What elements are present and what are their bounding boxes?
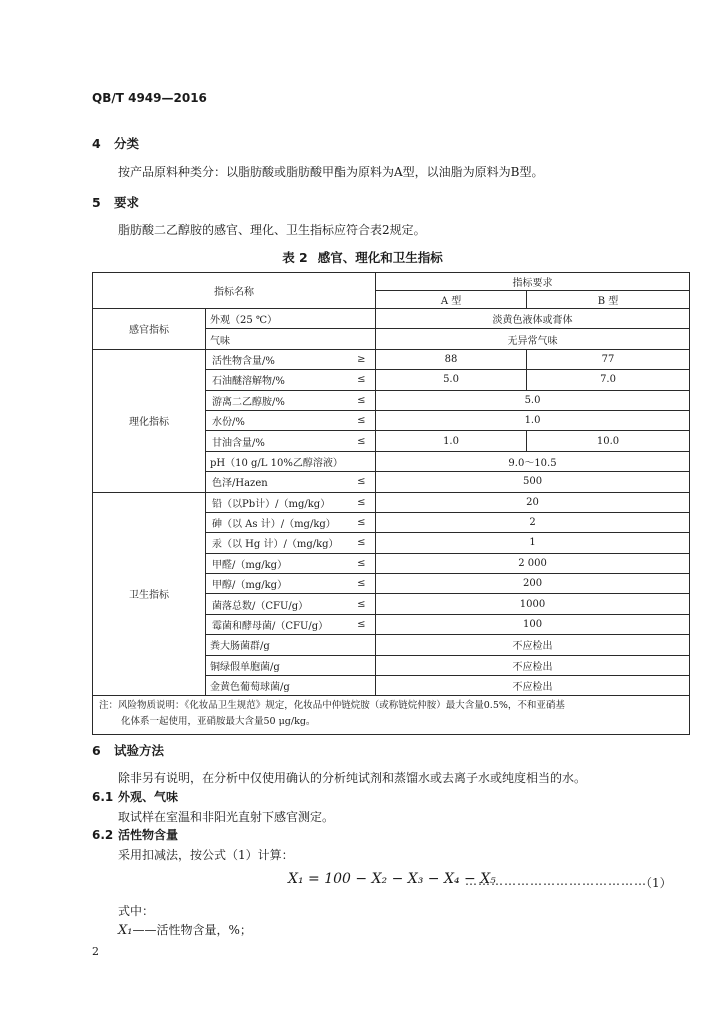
- requirement-value: 不应检出: [376, 655, 690, 675]
- table-row: [93, 309, 690, 329]
- requirement-value: 200: [376, 574, 690, 594]
- section-5-heading: [92, 193, 139, 211]
- section-title: 要求: [114, 195, 140, 210]
- standard-number-header: QB/T 4949—2016: [92, 91, 207, 105]
- section-6-2-heading: [92, 826, 178, 843]
- section-title: 试验方法: [114, 743, 165, 758]
- requirement-value: 不应检出: [376, 635, 690, 655]
- indicator-name: 砷（以 As 计）/（mg/kg）: [206, 512, 348, 532]
- indicator-name: 霉菌和酵母菌/（CFU/g）: [206, 614, 348, 634]
- indicator-name: 气味: [206, 329, 376, 349]
- indicator-name: 铜绿假单胞菌/g: [206, 655, 376, 675]
- section-4-heading: [92, 134, 139, 152]
- section-number: 5: [92, 195, 101, 210]
- table-note-row: [93, 696, 690, 735]
- section-6-paragraph: 除非另有说明，在分析中仅使用确认的分析纯试剂和蒸馏水或去离子水或纯度相当的水。: [118, 771, 587, 785]
- indicator-name: 金黄色葡萄球菌/g: [206, 676, 376, 696]
- section-title: 分类: [114, 136, 140, 151]
- indicator-name: 甘油含量/%: [206, 431, 348, 451]
- operator: ≤: [348, 431, 376, 451]
- operator: ≤: [348, 594, 376, 614]
- operator: ≤: [348, 553, 376, 573]
- section-number: 6: [92, 743, 101, 758]
- requirement-value: 2 000: [376, 553, 690, 573]
- operator: ≤: [348, 410, 376, 430]
- value-type-a: 88: [376, 349, 527, 369]
- requirement-value: 1: [376, 533, 690, 553]
- indicator-name: 活性物含量/%: [206, 349, 348, 369]
- page-number: 2: [92, 945, 99, 958]
- requirement-value: 500: [376, 472, 690, 492]
- section-5-paragraph: 脂肪酸二乙醇胺的感官、理化、卫生指标应符合表2规定。: [118, 223, 426, 237]
- table-note-line: 注：风险物质说明：《化妆品卫生规范》规定，化妆品中仲链烷胺（或称链烷仲胺）最大含量0.5%，不和亚硝基: [99, 700, 565, 712]
- where-label: 式中：: [118, 904, 155, 918]
- requirement-value: 淡黄色液体或膏体: [376, 309, 690, 329]
- header-requirement: 指标要求: [376, 273, 690, 291]
- requirement-value: 9.0～10.5: [376, 451, 690, 471]
- formula-number: （1）: [640, 876, 672, 890]
- indicator-name: 水份/%: [206, 410, 348, 430]
- indicator-name: 甲醇/（mg/kg）: [206, 574, 348, 594]
- section-4-paragraph: 按产品原料种类分：以脂肪酸或脂肪酸甲酯为原料为A型，以油脂为原料为B型。: [118, 165, 544, 179]
- variable-symbol: X₁: [118, 923, 133, 938]
- operator: ≤: [348, 512, 376, 532]
- table-number: 表 2: [282, 250, 308, 265]
- spec-table: [92, 272, 690, 735]
- operator: ≤: [348, 472, 376, 492]
- operator: ≤: [348, 574, 376, 594]
- requirement-value: 20: [376, 492, 690, 512]
- operator: ≤: [348, 614, 376, 634]
- operator: ≤: [348, 533, 376, 553]
- variable-definition: [118, 921, 252, 938]
- indicator-name: 石油醚溶解物/%: [206, 370, 348, 390]
- operator: ≤: [348, 370, 376, 390]
- section-number: 4: [92, 136, 101, 151]
- section-number: 6.2: [92, 828, 114, 842]
- table-note: [93, 696, 690, 735]
- category-hygiene: 卫生指标: [93, 492, 206, 696]
- requirement-value: 100: [376, 614, 690, 634]
- value-type-a: 1.0: [376, 431, 527, 451]
- requirement-value: 1000: [376, 594, 690, 614]
- section-6-1-paragraph: 取试样在室温和非阳光直射下感官测定。: [118, 810, 335, 824]
- section-title: 活性物含量: [118, 828, 179, 842]
- requirement-value: 不应检出: [376, 676, 690, 696]
- header-type-b: B 型: [527, 291, 690, 309]
- value-type-a: 5.0: [376, 370, 527, 390]
- requirement-value: 2: [376, 512, 690, 532]
- table-row: [93, 492, 690, 512]
- section-6-heading: [92, 741, 164, 759]
- section-title: 外观、气味: [118, 790, 179, 804]
- value-type-b: 77: [527, 349, 690, 369]
- header-indicator-name: 指标名称: [93, 273, 376, 309]
- indicator-name: 粪大肠菌群/g: [206, 635, 376, 655]
- table-title: 感官、理化和卫生指标: [317, 250, 443, 265]
- indicator-name: 外观（25 ℃）: [206, 309, 376, 329]
- requirement-value: 5.0: [376, 390, 690, 410]
- operator: ≥: [348, 349, 376, 369]
- indicator-name: 甲醛/（mg/kg）: [206, 553, 348, 573]
- category-physchem: 理化指标: [93, 349, 206, 492]
- indicator-name: 菌落总数/（CFU/g）: [206, 594, 348, 614]
- header-type-a: A 型: [376, 291, 527, 309]
- formula-1: X₁ = 100 − X₂ − X₃ − X₄ − X₅: [288, 871, 496, 887]
- section-number: 6.1: [92, 790, 114, 804]
- table-row: [93, 349, 690, 369]
- indicator-name: 铅（以Pb计）/（mg/kg）: [206, 492, 348, 512]
- table-note-line: 化体系一起使用，亚硝胺最大含量50 μg/kg。: [121, 716, 316, 728]
- requirement-value: 无异常气味: [376, 329, 690, 349]
- indicator-name: pH（10 g/L 10%乙醇溶液）: [206, 451, 376, 471]
- operator: ≤: [348, 390, 376, 410]
- variable-description: ——活性物含量，%；: [132, 923, 252, 937]
- table-caption: [0, 248, 725, 266]
- indicator-name: 汞（以 Hg 计）/（mg/kg）: [206, 533, 348, 553]
- value-type-b: 7.0: [527, 370, 690, 390]
- category-sensory: 感官指标: [93, 309, 206, 350]
- requirement-value: 1.0: [376, 410, 690, 430]
- section-6-1-heading: [92, 788, 178, 805]
- value-type-b: 10.0: [527, 431, 690, 451]
- indicator-name: 色泽/Hazen: [206, 472, 348, 492]
- table-header-row: [93, 273, 690, 291]
- section-6-2-paragraph: 采用扣减法，按公式（1）计算：: [118, 848, 294, 862]
- indicator-name: 游离二乙醇胺/%: [206, 390, 348, 410]
- formula-leader-dots: ……………………………………: [465, 874, 647, 888]
- operator: ≤: [348, 492, 376, 512]
